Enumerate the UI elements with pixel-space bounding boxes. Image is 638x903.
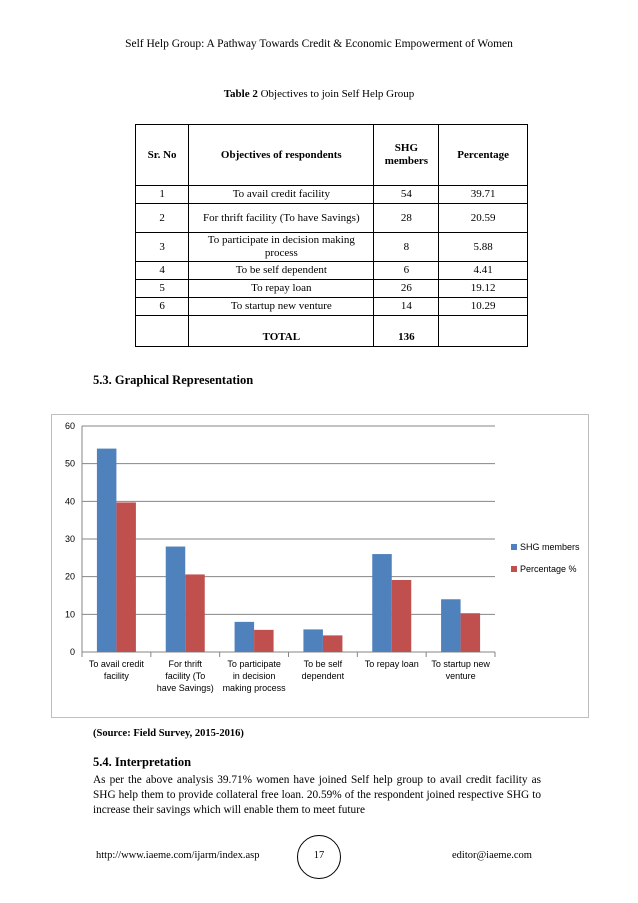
cell-objective: To startup new venture	[189, 298, 374, 316]
x-tick-label	[431, 659, 490, 681]
x-tick-label-line: have Savings)	[156, 683, 214, 693]
x-tick-label-line: venture	[445, 671, 476, 681]
bar-shg-members	[97, 449, 117, 652]
bar-percentage	[323, 635, 343, 652]
objectives-table	[135, 124, 528, 347]
x-tick-label-line: facility	[103, 671, 129, 681]
cell-sr-no: 5	[136, 280, 189, 298]
cell-objective: To repay loan	[189, 280, 374, 298]
legend-label: Percentage %	[520, 564, 577, 574]
y-tick-label: 0	[69, 647, 75, 657]
x-tick-label-line: facility (To	[165, 671, 206, 681]
x-tick-label-line: For thrift	[168, 659, 203, 669]
x-tick-label-line: making process	[222, 683, 286, 693]
x-tick-label	[302, 659, 345, 681]
cell-percentage: 19.12	[439, 280, 528, 298]
bar-shg-members	[372, 554, 392, 652]
x-tick-label-line: To startup new	[431, 659, 490, 669]
legend-swatch	[511, 566, 517, 572]
cell-percentage: 20.59	[439, 204, 528, 233]
y-tick-label: 40	[64, 496, 75, 507]
cell-percentage: 10.29	[439, 298, 528, 316]
table-caption-label: Table 2	[223, 88, 258, 100]
cell-percentage: 4.41	[439, 262, 528, 280]
page-number: 17	[313, 850, 325, 861]
y-tick-label: 20	[64, 571, 75, 582]
cell-members: 28	[374, 204, 439, 233]
running-header: Self Help Group: A Pathway Towards Credit & Economic Empowerment of Women	[125, 38, 513, 50]
bar-percentage	[254, 630, 273, 652]
bar-percentage	[392, 580, 412, 652]
cell-sr-no: 6	[136, 298, 189, 316]
table-caption	[0, 88, 638, 100]
cell-objective: To participate in decision making process	[189, 233, 374, 262]
cell-total-empty	[136, 316, 189, 347]
cell-members: 8	[374, 233, 439, 262]
interpretation-paragraph: As per the above analysis 39.71% women have joined Self help group to avail credit facility as SHG help them to provide collateral free loan. 20.59% of the respondent joined respective SHG to increase their savings which will enable them to meet future	[93, 774, 541, 816]
x-tick-label	[157, 659, 214, 693]
section-heading-graphical: 5.3. Graphical Representation	[93, 373, 254, 387]
bar-shg-members	[235, 622, 255, 652]
cell-members: 14	[374, 298, 439, 316]
footer-url[interactable]: http://www.iaeme.com/ijarm/index.asp	[96, 850, 260, 861]
header-objectives: Objectives of respondents	[189, 125, 374, 186]
x-tick-label	[223, 659, 287, 693]
legend-swatch	[511, 544, 517, 550]
bar-percentage	[185, 574, 205, 652]
cell-total-value: 136	[374, 316, 439, 347]
cell-percentage: 39.71	[439, 186, 528, 204]
footer-email[interactable]: editor@iaeme.com	[452, 850, 532, 861]
y-tick-label: 50	[64, 458, 75, 469]
cell-percentage: 5.88	[439, 233, 528, 262]
x-tick-label-line: To avail credit	[88, 659, 144, 669]
cell-members: 54	[374, 186, 439, 204]
section-heading-interpretation: 5.4. Interpretation	[93, 755, 192, 769]
y-tick-label: 60	[64, 421, 75, 431]
table-row	[136, 204, 528, 233]
cell-sr-no: 4	[136, 262, 189, 280]
table-header-row	[136, 125, 528, 186]
table-row	[136, 262, 528, 280]
cell-total-label: TOTAL	[189, 316, 374, 347]
chart-frame	[51, 414, 589, 718]
cell-objective: For thrift facility (To have Savings)	[189, 204, 374, 233]
x-tick-label-line: To be self	[303, 659, 343, 669]
table-row	[136, 298, 528, 316]
cell-sr-no: 3	[136, 233, 189, 262]
bar-shg-members	[303, 629, 323, 652]
header-percentage: Percentage	[439, 125, 528, 186]
bar-percentage	[116, 502, 135, 652]
cell-objective: To be self dependent	[189, 262, 374, 280]
bar-shg-members	[441, 599, 461, 652]
cell-sr-no: 2	[136, 204, 189, 233]
x-tick-label-line: To repay loan	[364, 659, 419, 669]
cell-sr-no: 1	[136, 186, 189, 204]
x-tick-label-line: To participate	[227, 659, 281, 669]
y-tick-label: 30	[64, 534, 75, 544]
x-tick-label	[89, 659, 145, 681]
table-row	[136, 280, 528, 298]
y-tick-label: 10	[64, 609, 75, 620]
table-row	[136, 186, 528, 204]
header-shg-members: SHG members	[374, 125, 439, 186]
bar-shg-members	[166, 547, 186, 652]
table-total-row	[136, 316, 528, 347]
table-caption-text: Objectives to join Self Help Group	[257, 88, 415, 100]
bar-percentage	[461, 613, 481, 652]
x-tick-label-line: dependent	[301, 671, 345, 681]
x-tick-label	[365, 659, 419, 669]
bar-chart	[52, 415, 588, 717]
source-note: (Source: Field Survey, 2015-2016)	[93, 728, 244, 739]
table-row	[136, 233, 528, 262]
legend-label: SHG members	[520, 542, 580, 552]
header-sr-no: Sr. No	[136, 125, 189, 186]
cell-members: 26	[374, 280, 439, 298]
x-tick-label-line: in decision	[232, 671, 276, 681]
cell-total-empty	[439, 316, 528, 347]
cell-members: 6	[374, 262, 439, 280]
cell-objective: To avail credit facility	[189, 186, 374, 204]
